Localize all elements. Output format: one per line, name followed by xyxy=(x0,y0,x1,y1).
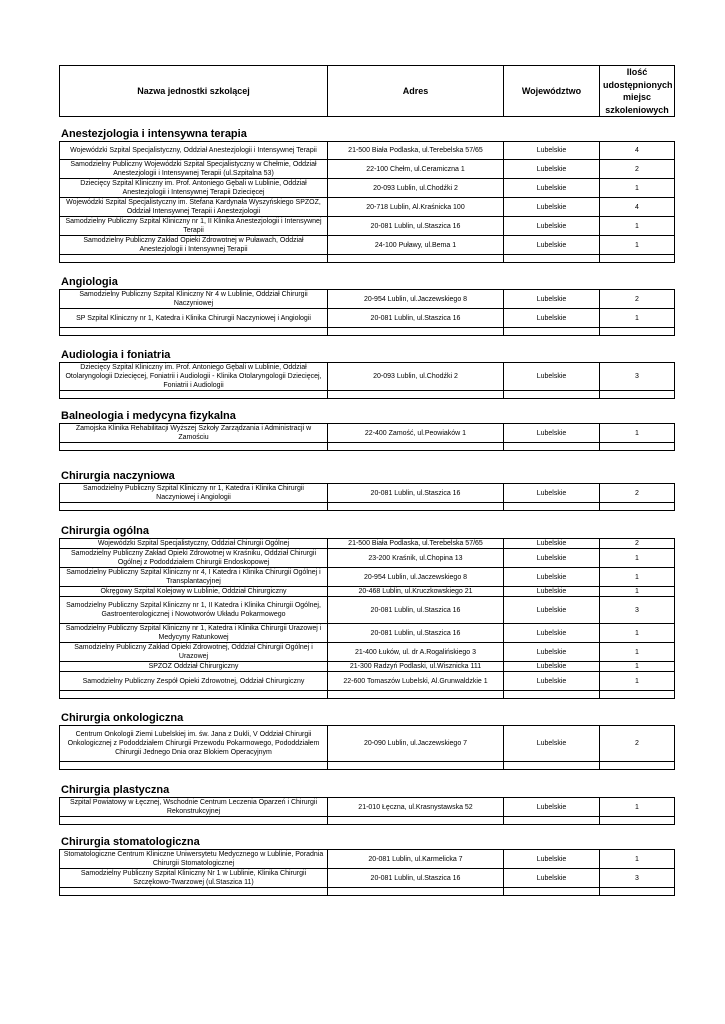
cell-unit-name: Stomatologiczne Centrum Kliniczne Uniwersytetu Medycznego w Lublinie, Poradnia Chirurgii Stomatologicznej xyxy=(60,850,328,869)
empty-row xyxy=(60,762,675,770)
table-row xyxy=(60,290,675,309)
section-table xyxy=(59,423,675,451)
cell-address: 22-600 Tomaszów Lubelski, Al.Grunwaldzkie 1 xyxy=(328,672,504,691)
empty-cell xyxy=(600,443,675,451)
cell-unit-name: Samodzielny Publiczny Szpital Kliniczny nr 1, II Klinika Anestezjologii i Intensywnej Terapii xyxy=(60,217,328,236)
section-gap xyxy=(59,117,674,127)
empty-cell xyxy=(328,443,504,451)
empty-row xyxy=(60,691,675,699)
cell-places: 1 xyxy=(600,424,675,443)
empty-cell xyxy=(60,328,328,336)
section-gap xyxy=(59,699,674,711)
cell-address: 20-093 Lublin, ul.Chodźki 2 xyxy=(328,363,504,391)
cell-voivodeship: Lubelskie xyxy=(504,290,600,309)
cell-voivodeship: Lubelskie xyxy=(504,484,600,503)
empty-cell xyxy=(600,888,675,896)
section-gap xyxy=(59,336,674,348)
empty-cell xyxy=(60,503,328,511)
cell-address: 20-081 Lublin, ul.Staszica 16 xyxy=(328,217,504,236)
cell-places: 4 xyxy=(600,198,675,217)
empty-cell xyxy=(504,255,600,263)
empty-cell xyxy=(504,762,600,770)
cell-places: 1 xyxy=(600,549,675,568)
empty-cell xyxy=(504,691,600,699)
cell-places: 1 xyxy=(600,643,675,662)
cell-voivodeship: Lubelskie xyxy=(504,726,600,762)
cell-address: 23-200 Kraśnik, ul.Chopina 13 xyxy=(328,549,504,568)
table-row xyxy=(60,568,675,587)
cell-address: 20-081 Lublin, ul.Staszica 16 xyxy=(328,309,504,328)
section-title: Anestezjologia i intensywna terapia xyxy=(61,128,247,140)
cell-places: 1 xyxy=(600,662,675,672)
empty-cell xyxy=(504,503,600,511)
empty-cell xyxy=(504,888,600,896)
cell-voivodeship: Lubelskie xyxy=(504,363,600,391)
cell-voivodeship: Lubelskie xyxy=(504,179,600,198)
cell-unit-name: Samodzielny Publiczny Zakład Opieki Zdrowotnej w Puławach, Oddział Anestezjologii i Intensywnej Terapii xyxy=(60,236,328,255)
section-gap xyxy=(59,770,674,783)
table-row xyxy=(60,624,675,643)
cell-unit-name: Dziecięcy Szpital Kliniczny im. Prof. Antoniego Gębali w Lublinie, Oddział Anestezjologii i Intensywnej Terapii Dziecięcej xyxy=(60,179,328,198)
empty-cell xyxy=(504,328,600,336)
cell-places: 1 xyxy=(600,179,675,198)
cell-address: 20-081 Lublin, ul.Staszica 16 xyxy=(328,624,504,643)
cell-places: 1 xyxy=(600,217,675,236)
table-row xyxy=(60,726,675,762)
sections-container xyxy=(59,117,674,896)
table-row xyxy=(60,850,675,869)
cell-places: 1 xyxy=(600,568,675,587)
header-address: Adres xyxy=(328,66,504,117)
empty-cell xyxy=(600,391,675,399)
cell-voivodeship: Lubelskie xyxy=(504,198,600,217)
empty-cell xyxy=(60,391,328,399)
cell-voivodeship: Lubelskie xyxy=(504,798,600,817)
empty-cell xyxy=(60,691,328,699)
cell-unit-name: Samodzielny Publiczny Szpital Kliniczny nr 1, Katedra i Klinika Chirurgii Urazowej i Medycyny Ratunkowej xyxy=(60,624,328,643)
cell-places: 4 xyxy=(600,142,675,160)
cell-places: 3 xyxy=(600,597,675,624)
empty-row xyxy=(60,817,675,825)
table-row xyxy=(60,217,675,236)
cell-unit-name: Centrum Onkologii Ziemi Lubelskiej im. św. Jana z Dukli, V Oddział Chirurgii Onkologicznej z Pododdziałem Chirurgii Przewodu Pokarmowego, Pododdziałem Chirurgii Jednego Dnia oraz Blokiem Operacyjnym xyxy=(60,726,328,762)
cell-address: 20-090 Lublin, ul.Jaczewskiego 7 xyxy=(328,726,504,762)
empty-cell xyxy=(328,762,504,770)
cell-voivodeship: Lubelskie xyxy=(504,549,600,568)
table-row xyxy=(60,484,675,503)
cell-unit-name: Samodzielny Publiczny Zakład Opieki Zdrowotnej, Oddział Chirurgii Ogólnej i Urazowej xyxy=(60,643,328,662)
cell-address: 20-081 Lublin, ul.Staszica 16 xyxy=(328,597,504,624)
cell-address: 20-081 Lublin, ul.Staszica 16 xyxy=(328,484,504,503)
cell-unit-name: Samodzielny Publiczny Zakład Opieki Zdrowotnej w Kraśniku, Oddział Chirurgii Ogólnej z Pododdziałem Chirurgii Endoskopowej xyxy=(60,549,328,568)
cell-unit-name: Samodzielny Publiczny Szpital Kliniczny nr 4, I Katedra i Klinika Chirurgii Ogólnej i Transplantacyjnej xyxy=(60,568,328,587)
empty-cell xyxy=(600,691,675,699)
cell-places: 3 xyxy=(600,363,675,391)
table-row xyxy=(60,869,675,888)
table-row xyxy=(60,597,675,624)
cell-voivodeship: Lubelskie xyxy=(504,568,600,587)
empty-cell xyxy=(328,817,504,825)
cell-places: 1 xyxy=(600,587,675,597)
cell-unit-name: Samodzielny Publiczny Wojewódzki Szpital Specjalistyczny w Chełmie, Oddział Anestezjologii i Intensywnej Terapii (ul.Szpitalna 53) xyxy=(60,160,328,179)
empty-cell xyxy=(504,443,600,451)
section-table xyxy=(59,289,675,336)
empty-cell xyxy=(328,328,504,336)
empty-cell xyxy=(328,691,504,699)
cell-unit-name: Samodzielny Publiczny Szpital Kliniczny nr 1, II Katedra i Klinika Chirurgii Ogólnej, Gastroenterologicznej i Nowotworów Układu Pokarmowego xyxy=(60,597,328,624)
table-row xyxy=(60,539,675,549)
cell-places: 2 xyxy=(600,484,675,503)
empty-cell xyxy=(600,817,675,825)
cell-voivodeship: Lubelskie xyxy=(504,662,600,672)
cell-address: 22-100 Chełm, ul.Ceramiczna 1 xyxy=(328,160,504,179)
section-table xyxy=(59,362,675,399)
section-gap xyxy=(59,825,674,835)
empty-cell xyxy=(600,255,675,263)
cell-unit-name: Szpital Powiatowy w Łęcznej, Wschodnie Centrum Leczenia Oparzeń i Chirurgii Rekonstrukcyjnej xyxy=(60,798,328,817)
cell-address: 21-300 Radzyń Podlaski, ul.Wisznicka 111 xyxy=(328,662,504,672)
section-title: Chirurgia stomatologiczna xyxy=(61,836,200,848)
table-row xyxy=(60,643,675,662)
section-table xyxy=(59,725,675,770)
table-row xyxy=(60,198,675,217)
cell-places: 1 xyxy=(600,798,675,817)
cell-address: 20-468 Lublin, ul.Kruczkowskiego 21 xyxy=(328,587,504,597)
empty-row xyxy=(60,503,675,511)
section-title: Chirurgia ogólna xyxy=(61,525,149,537)
cell-unit-name: Wojewódzki Szpital Specjalistyczny, Oddział Chirurgii Ogólnej xyxy=(60,539,328,549)
cell-places: 1 xyxy=(600,850,675,869)
table-row xyxy=(60,309,675,328)
empty-row xyxy=(60,888,675,896)
table-row xyxy=(60,142,675,160)
cell-unit-name: Wojewódzki Szpital Specjalistyczny im. Stefana Kardynała Wyszyńskiego SPZOZ, Oddział Intensywnej Terapii i Anestezjologii xyxy=(60,198,328,217)
cell-voivodeship: Lubelskie xyxy=(504,850,600,869)
empty-cell xyxy=(60,888,328,896)
table-row xyxy=(60,662,675,672)
cell-voivodeship: Lubelskie xyxy=(504,539,600,549)
empty-cell xyxy=(328,391,504,399)
cell-voivodeship: Lubelskie xyxy=(504,236,600,255)
section-title: Angiologia xyxy=(61,276,118,288)
section-gap xyxy=(59,399,674,409)
table-row xyxy=(60,363,675,391)
cell-address: 20-081 Lublin, ul.Karmelicka 7 xyxy=(328,850,504,869)
section-table xyxy=(59,538,675,699)
cell-voivodeship: Lubelskie xyxy=(504,643,600,662)
cell-address: 20-081 Lublin, ul.Staszica 16 xyxy=(328,869,504,888)
header-row xyxy=(60,66,675,117)
cell-address: 20-954 Lublin, ul.Jaczewskiego 8 xyxy=(328,568,504,587)
section-gap xyxy=(59,511,674,524)
table-row xyxy=(60,179,675,198)
empty-cell xyxy=(328,255,504,263)
header-table xyxy=(59,65,675,117)
empty-cell xyxy=(600,762,675,770)
cell-unit-name: Wojewódzki Szpital Specjalistyczny, Oddział Anestezjologii i Intensywnej Terapii xyxy=(60,142,328,160)
document-page xyxy=(59,65,674,896)
cell-voivodeship: Lubelskie xyxy=(504,160,600,179)
cell-address: 21-500 Biała Podlaska, ul.Terebelska 57/65 xyxy=(328,539,504,549)
section-title: Chirurgia naczyniowa xyxy=(61,470,175,482)
header-voivodeship: Województwo xyxy=(504,66,600,117)
cell-places: 1 xyxy=(600,624,675,643)
cell-voivodeship: Lubelskie xyxy=(504,309,600,328)
cell-places: 2 xyxy=(600,726,675,762)
empty-cell xyxy=(328,503,504,511)
cell-address: 22-400 Zamość, ul.Peowiaków 1 xyxy=(328,424,504,443)
empty-cell xyxy=(60,255,328,263)
cell-voivodeship: Lubelskie xyxy=(504,869,600,888)
cell-voivodeship: Lubelskie xyxy=(504,142,600,160)
table-row xyxy=(60,424,675,443)
cell-voivodeship: Lubelskie xyxy=(504,217,600,236)
empty-row xyxy=(60,328,675,336)
cell-places: 2 xyxy=(600,160,675,179)
empty-cell xyxy=(60,443,328,451)
empty-row xyxy=(60,391,675,399)
section-table xyxy=(59,141,675,263)
section-title: Balneologia i medycyna fizykalna xyxy=(61,410,236,422)
cell-voivodeship: Lubelskie xyxy=(504,424,600,443)
empty-cell xyxy=(60,762,328,770)
cell-address: 24-100 Puławy, ul.Bema 1 xyxy=(328,236,504,255)
cell-unit-name: Samodzielny Publiczny Szpital Kliniczny Nr 1 w Lublinie, Klinika Chirurgii Szczękowo-Twarzowej (ul.Staszica 11) xyxy=(60,869,328,888)
cell-voivodeship: Lubelskie xyxy=(504,587,600,597)
cell-address: 21-500 Biała Podlaska, ul.Terebelska 57/65 xyxy=(328,142,504,160)
cell-places: 1 xyxy=(600,236,675,255)
section-title: Chirurgia plastyczna xyxy=(61,784,170,796)
header-name: Nazwa jednostki szkolącej xyxy=(60,66,328,117)
cell-places: 1 xyxy=(600,672,675,691)
section-title: Audiologia i foniatria xyxy=(61,349,171,361)
cell-unit-name: Samodzielny Publiczny Zespół Opieki Zdrowotnej, Oddział Chirurgiczny xyxy=(60,672,328,691)
cell-unit-name: Dziecięcy Szpital Kliniczny im. Prof. Antoniego Gębali w Lublinie, Oddział Otolaryngologii Dziecięcej, Foniatrii i Audiologii - Klinika Otolaryngologii Dziecięcej, Foniatrii i Audiologii xyxy=(60,363,328,391)
section-gap xyxy=(59,451,674,469)
table-row xyxy=(60,236,675,255)
cell-places: 3 xyxy=(600,869,675,888)
cell-voivodeship: Lubelskie xyxy=(504,624,600,643)
cell-address: 20-954 Lublin, ul.Jaczewskiego 8 xyxy=(328,290,504,309)
cell-places: 2 xyxy=(600,290,675,309)
header-places: Ilość udostępnionych miejsc szkoleniowych xyxy=(600,66,675,117)
table-row xyxy=(60,549,675,568)
table-row xyxy=(60,672,675,691)
section-table xyxy=(59,849,675,896)
section-title: Chirurgia onkologiczna xyxy=(61,712,184,724)
table-row xyxy=(60,587,675,597)
empty-cell xyxy=(600,503,675,511)
empty-cell xyxy=(504,391,600,399)
empty-cell xyxy=(60,817,328,825)
cell-voivodeship: Lubelskie xyxy=(504,672,600,691)
cell-unit-name: Zamojska Klinika Rehabilitacji Wyższej Szkoły Zarządzania i Administracji w Zamościu xyxy=(60,424,328,443)
cell-address: 21-010 Łęczna, ul.Krasnystawska 52 xyxy=(328,798,504,817)
cell-address: 20-718 Lublin, Al.Kraśnicka 100 xyxy=(328,198,504,217)
section-table xyxy=(59,797,675,825)
cell-address: 21-400 Łuków, ul. dr A.Rogalińskiego 3 xyxy=(328,643,504,662)
cell-unit-name: SPZOZ Oddział Chirurgiczny xyxy=(60,662,328,672)
cell-unit-name: SP Szpital Kliniczny nr 1, Katedra i Klinika Chirurgii Naczyniowej i Angiologii xyxy=(60,309,328,328)
cell-places: 1 xyxy=(600,309,675,328)
empty-cell xyxy=(328,888,504,896)
empty-cell xyxy=(600,328,675,336)
cell-unit-name: Samodzielny Publiczny Szpital Kliniczny Nr 4 w Lublinie, Oddział Chirurgii Naczyniowej xyxy=(60,290,328,309)
cell-unit-name: Okręgowy Szpital Kolejowy w Lublinie, Oddział Chirurgiczny xyxy=(60,587,328,597)
cell-voivodeship: Lubelskie xyxy=(504,597,600,624)
cell-places: 2 xyxy=(600,539,675,549)
empty-cell xyxy=(504,817,600,825)
empty-row xyxy=(60,443,675,451)
section-table xyxy=(59,483,675,511)
cell-address: 20-093 Lublin, ul.Chodźki 2 xyxy=(328,179,504,198)
cell-unit-name: Samodzielny Publiczny Szpital Kliniczny nr 1, Katedra i Klinika Chirurgii Naczyniowej i Angiologii xyxy=(60,484,328,503)
table-row xyxy=(60,798,675,817)
table-row xyxy=(60,160,675,179)
section-gap xyxy=(59,263,674,275)
empty-row xyxy=(60,255,675,263)
